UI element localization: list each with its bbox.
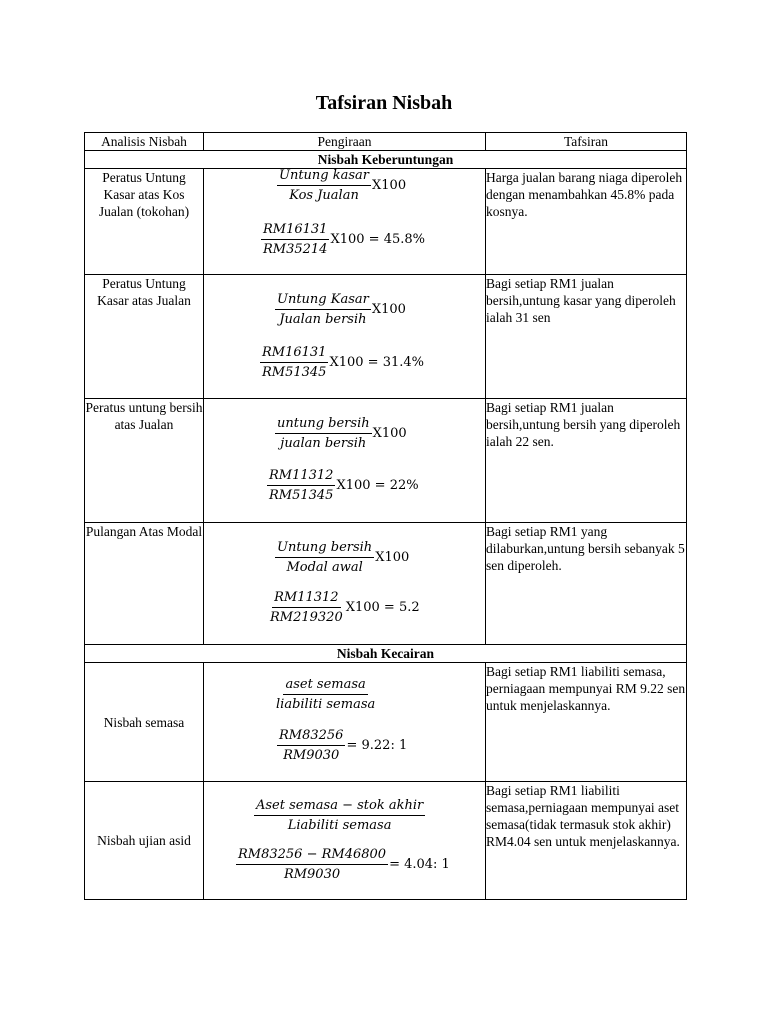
formula-numerator: Untung bersih [275, 539, 374, 558]
formula-tail: = 9.22: 1 [346, 738, 408, 753]
header-tafsiran: Tafsiran [486, 133, 687, 151]
table-row [85, 399, 687, 523]
formula-numerator: untung bersih [275, 415, 372, 434]
formula-computed [267, 467, 419, 504]
calculation-cell [204, 663, 486, 782]
formula-numerator: RM16131 [261, 221, 329, 240]
ratio-name: Peratus Untung Kasar atas Jualan [85, 275, 204, 399]
formula-numerator: RM16131 [260, 344, 328, 363]
calculation-cell [204, 782, 486, 900]
interpretation: Bagi setiap RM1 jualan bersih,untung kasar yang diperoleh ialah 31 sen [486, 275, 687, 399]
formula-general [277, 167, 406, 204]
formula-denominator: Kos Jualan [289, 188, 359, 203]
formula-denominator: liabiliti semasa [276, 697, 376, 712]
ratio-table [84, 132, 687, 900]
ratio-name: Nisbah semasa [85, 663, 204, 782]
formula-denominator: RM219320 [270, 610, 343, 625]
formula-numerator: RM83256 [277, 727, 345, 746]
formula-numerator: Untung Kasar [275, 291, 371, 310]
header-analisis: Analisis Nisbah [85, 133, 204, 151]
interpretation: Bagi setiap RM1 liabiliti semasa, perniagaan mempunyai RM 9.22 sen untuk menjelaskannya. [486, 663, 687, 782]
formula-computed [261, 221, 425, 258]
formula-numerator: RM83256 − RM46800 [236, 846, 388, 865]
page-title: Tafsiran Nisbah [315, 92, 453, 114]
interpretation: Harga jualan barang niaga diperoleh dengan menambahkan 45.8% pada kosnya. [486, 169, 687, 275]
formula-tail: X100 = 22% [336, 478, 419, 493]
formula-computed [236, 846, 450, 883]
formula-tail: X100 [375, 550, 410, 565]
calculation-cell [204, 169, 486, 275]
formula-tail: X100 = 31.4% [329, 355, 424, 370]
table-row [85, 523, 687, 645]
header-pengiraan: Pengiraan [204, 133, 486, 151]
formula-computed [260, 344, 424, 381]
formula-computed [277, 727, 407, 764]
formula-tail: X100 [371, 302, 406, 317]
formula-denominator: Modal awal [286, 560, 363, 575]
section-title: Nisbah Kecairan [85, 645, 687, 663]
table-row [85, 782, 687, 900]
formula-general [275, 291, 406, 328]
formula-numerator: RM11312 [272, 589, 340, 608]
ratio-name: Peratus untung bersih atas Jualan [85, 399, 204, 523]
interpretation: Bagi setiap RM1 yang dilaburkan,untung bersih sebanyak 5 sen diperoleh. [486, 523, 687, 645]
formula-general [275, 539, 409, 576]
formula-computed [268, 589, 420, 626]
ratio-name: Pulangan Atas Modal [85, 523, 204, 645]
calculation-cell [204, 275, 486, 399]
section-row-kecairan [85, 645, 687, 663]
interpretation: Bagi setiap RM1 liabiliti semasa,perniagaan mempunyai aset semasa(tidak termasuk stok akhir) RM4.04 sen untuk menjelaskannya. [486, 782, 687, 900]
table-header-row [85, 133, 687, 151]
formula-denominator: Jualan bersih [279, 312, 367, 327]
formula-numerator: Aset semasa − stok akhir [254, 797, 425, 816]
formula-denominator: RM51345 [262, 365, 327, 380]
calculation-cell [204, 399, 486, 523]
interpretation: Bagi setiap RM1 jualan bersih,untung bersih yang diperoleh ialah 22 sen. [486, 399, 687, 523]
formula-tail: X100 [372, 178, 407, 193]
formula-denominator: RM51345 [269, 488, 334, 503]
section-title: Nisbah Keberuntungan [85, 151, 687, 169]
formula-general [254, 797, 426, 834]
calculation-cell [204, 523, 486, 645]
formula-denominator: Liabiliti semasa [287, 818, 392, 833]
table-row [85, 663, 687, 782]
formula-denominator: RM35214 [263, 242, 328, 257]
ratio-name: Peratus Untung Kasar atas Kos Jualan (tokohan) [85, 169, 204, 275]
formula-numerator: Untung kasar [277, 167, 371, 186]
formula-general [275, 415, 407, 452]
table-row [85, 275, 687, 399]
table-row [85, 169, 687, 275]
formula-numerator: RM11312 [267, 467, 335, 486]
formula-general [274, 676, 378, 713]
formula-denominator: RM9030 [283, 867, 341, 882]
ratio-name: Nisbah ujian asid [85, 782, 204, 900]
formula-numerator: aset semasa [283, 676, 367, 695]
section-row-keberuntungan [85, 151, 687, 169]
formula-denominator: RM9030 [283, 748, 340, 763]
formula-denominator: jualan bersih [280, 436, 367, 451]
formula-tail: X100 = 5.2 [345, 600, 420, 615]
formula-tail: X100 = 45.8% [330, 232, 425, 247]
formula-tail: X100 [372, 426, 407, 441]
formula-tail: = 4.04: 1 [389, 857, 450, 872]
